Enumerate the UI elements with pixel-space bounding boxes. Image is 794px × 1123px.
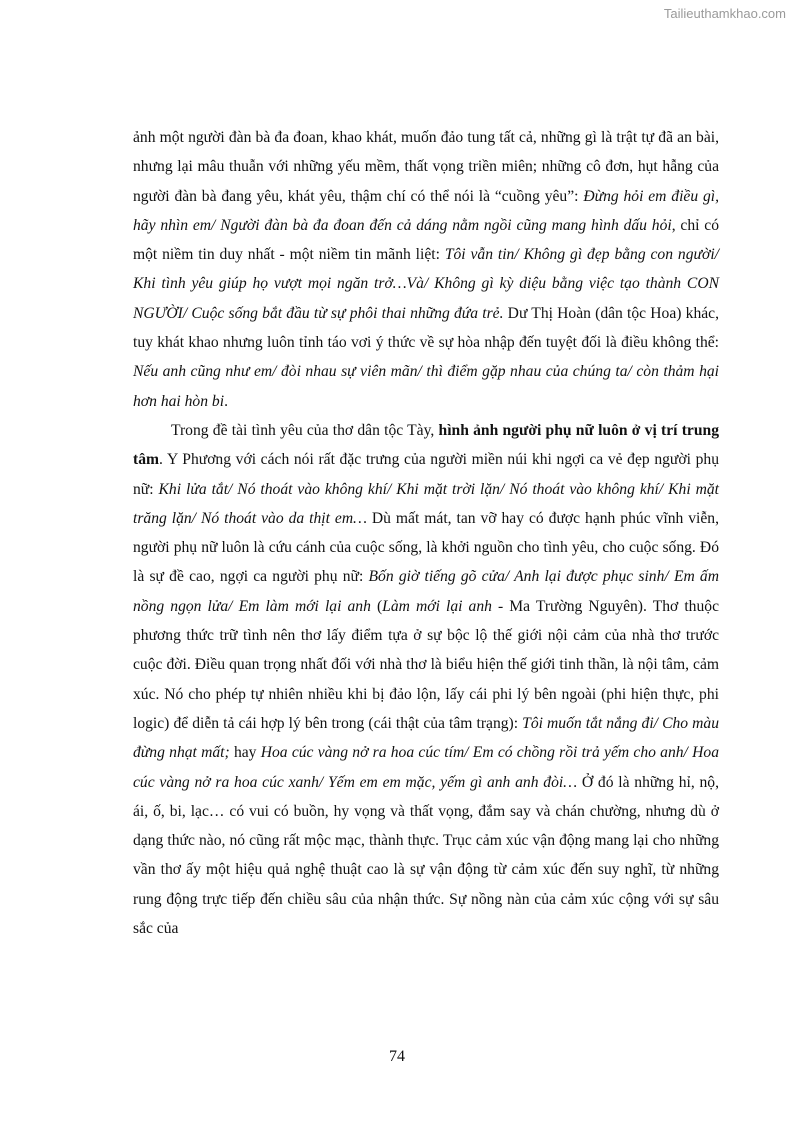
body-text: - Ma Trường Nguyên). Thơ thuộc phương thức trữ tình nên thơ lấy điểm tựa ở sự bộc lộ thế giới nội cảm của nhà thơ trước cuộc đời. Điều quan trọng nhất đối với nhà thơ là biểu hiện thế giới tinh thần, là nội tâm, cảm xúc. Nó cho phép tự nhiên nhiều khi bị đảo lộn, lấy cái phi lý bên ngoài (phi hiện thực, phi logic) để diễn tả cái hợp lý bên trong (cái thật của tâm trạng): [133, 597, 719, 732]
body-text: . [224, 392, 228, 410]
quoted-verse: Hoa cúc vàng nở ra hoa cúc tím/ Em có chồng rồi trả yếm cho anh/ Hoa cúc vàng nở ra hoa cúc xanh/ Yếm em em mặc, yếm gì anh anh đòi… [133, 744, 719, 791]
quoted-verse: Tôi vẫn tin/ Không gì đẹp bằng con người/ Khi tình yêu giúp họ vượt mọi ngăn trở…Và/ Không gì kỳ diệu bằng việc tạo thành CON NGƯỜI/ Cuộc sống bắt đầu từ sự phôi thai những đứa trẻ. [133, 246, 719, 322]
page-number: 74 [389, 1048, 405, 1065]
body-text: Trong đề tài tình yêu của thơ dân tộc Tày, [171, 421, 439, 439]
body-text: ( [370, 597, 383, 615]
quoted-verse: Nếu anh cũng như em/ đòi nhau sự viên mãn/ thì điểm gặp nhau của chúng ta/ còn thảm hại hơn hai hòn bi [133, 363, 719, 410]
paragraph [133, 416, 719, 943]
quoted-verse: Khi lửa tắt/ Nó thoát vào không khí/ Khi mặt trời lặn/ Nó thoát vào không khí/ Khi mặt trăng lặn/ Nó thoát vào da thịt em… [133, 480, 720, 527]
body-text: hay [229, 744, 261, 762]
emphasized-text: hình ảnh người phụ nữ luôn ở vị trí trung tâm [133, 421, 719, 469]
quoted-verse: Bốn giờ tiếng gõ cửa/ Anh lại được phục sinh/ Em ấm nồng ngọn lửa/ Em làm mới lại anh [133, 568, 719, 615]
body-text: Ở đó là những hỉ, nộ, ái, ố, bi, lạc… có vui có buồn, hy vọng và thất vọng, đắm say và chán chường, nhưng dù ở dạng thức nào, nó cũng rất mộc mạc, thành thực. Trục cảm xúc vận động mang lại cho những vần thơ ấy một hiệu quả nghệ thuật cao là sự vận động từ cảm xúc đến suy nghĩ, từ những rung động trực tiếp đến chiều sâu của nhận thức. Sự nồng nàn của cảm xúc cộng với sự sâu sắc của [133, 773, 719, 938]
watermark: Tailieuthamkhao.com [663, 6, 786, 21]
quoted-verse: Làm mới lại anh [382, 597, 492, 615]
body-text: . Y Phương với cách nói rất đặc trưng của người miền núi khi ngợi ca vẻ đẹp người phụ nữ: [133, 451, 719, 498]
body-text: ảnh một người đàn bà đa đoan, khao khát, muốn đảo tung tất cả, những gì là trật tự đã an bài, nhưng lại mâu thuẫn với những yếu mềm, thất vọng triền miên; những cô đơn, hụt hẫng của người đàn bà đang yêu, khát yêu, thậm chí có thể nói là “cuồng yêu”: [133, 129, 719, 205]
quoted-verse: Tôi muốn tắt nắng đi/ Cho màu đừng nhạt mất; [133, 714, 719, 762]
document-body [133, 123, 719, 943]
paragraph [133, 123, 719, 416]
body-text: Dư Thị Hoàn (dân tộc Hoa) khác, tuy khát khao nhưng luôn tỉnh táo vơi ý thức về sự hòa nhập đến tuyệt đối là điều không thể: [133, 304, 719, 352]
quoted-verse: Đừng hỏi em điều gì, hãy nhìn em/ Người đàn bà đa đoan đến cả dáng nằm ngồi cũng mang hình dấu hỏi [133, 187, 719, 234]
body-text: , chỉ có một niềm tin duy nhất - một niềm tin mãnh liệt: [133, 216, 719, 264]
body-text: Dù mất mát, tan vỡ hay có được hạnh phúc vĩnh viễn, người phụ nữ luôn là cứu cánh của cuộc sống, là khởi nguồn cho tình yêu, cho cuộc sống. Đó là sự đề cao, ngợi ca người phụ nữ: [133, 509, 719, 586]
